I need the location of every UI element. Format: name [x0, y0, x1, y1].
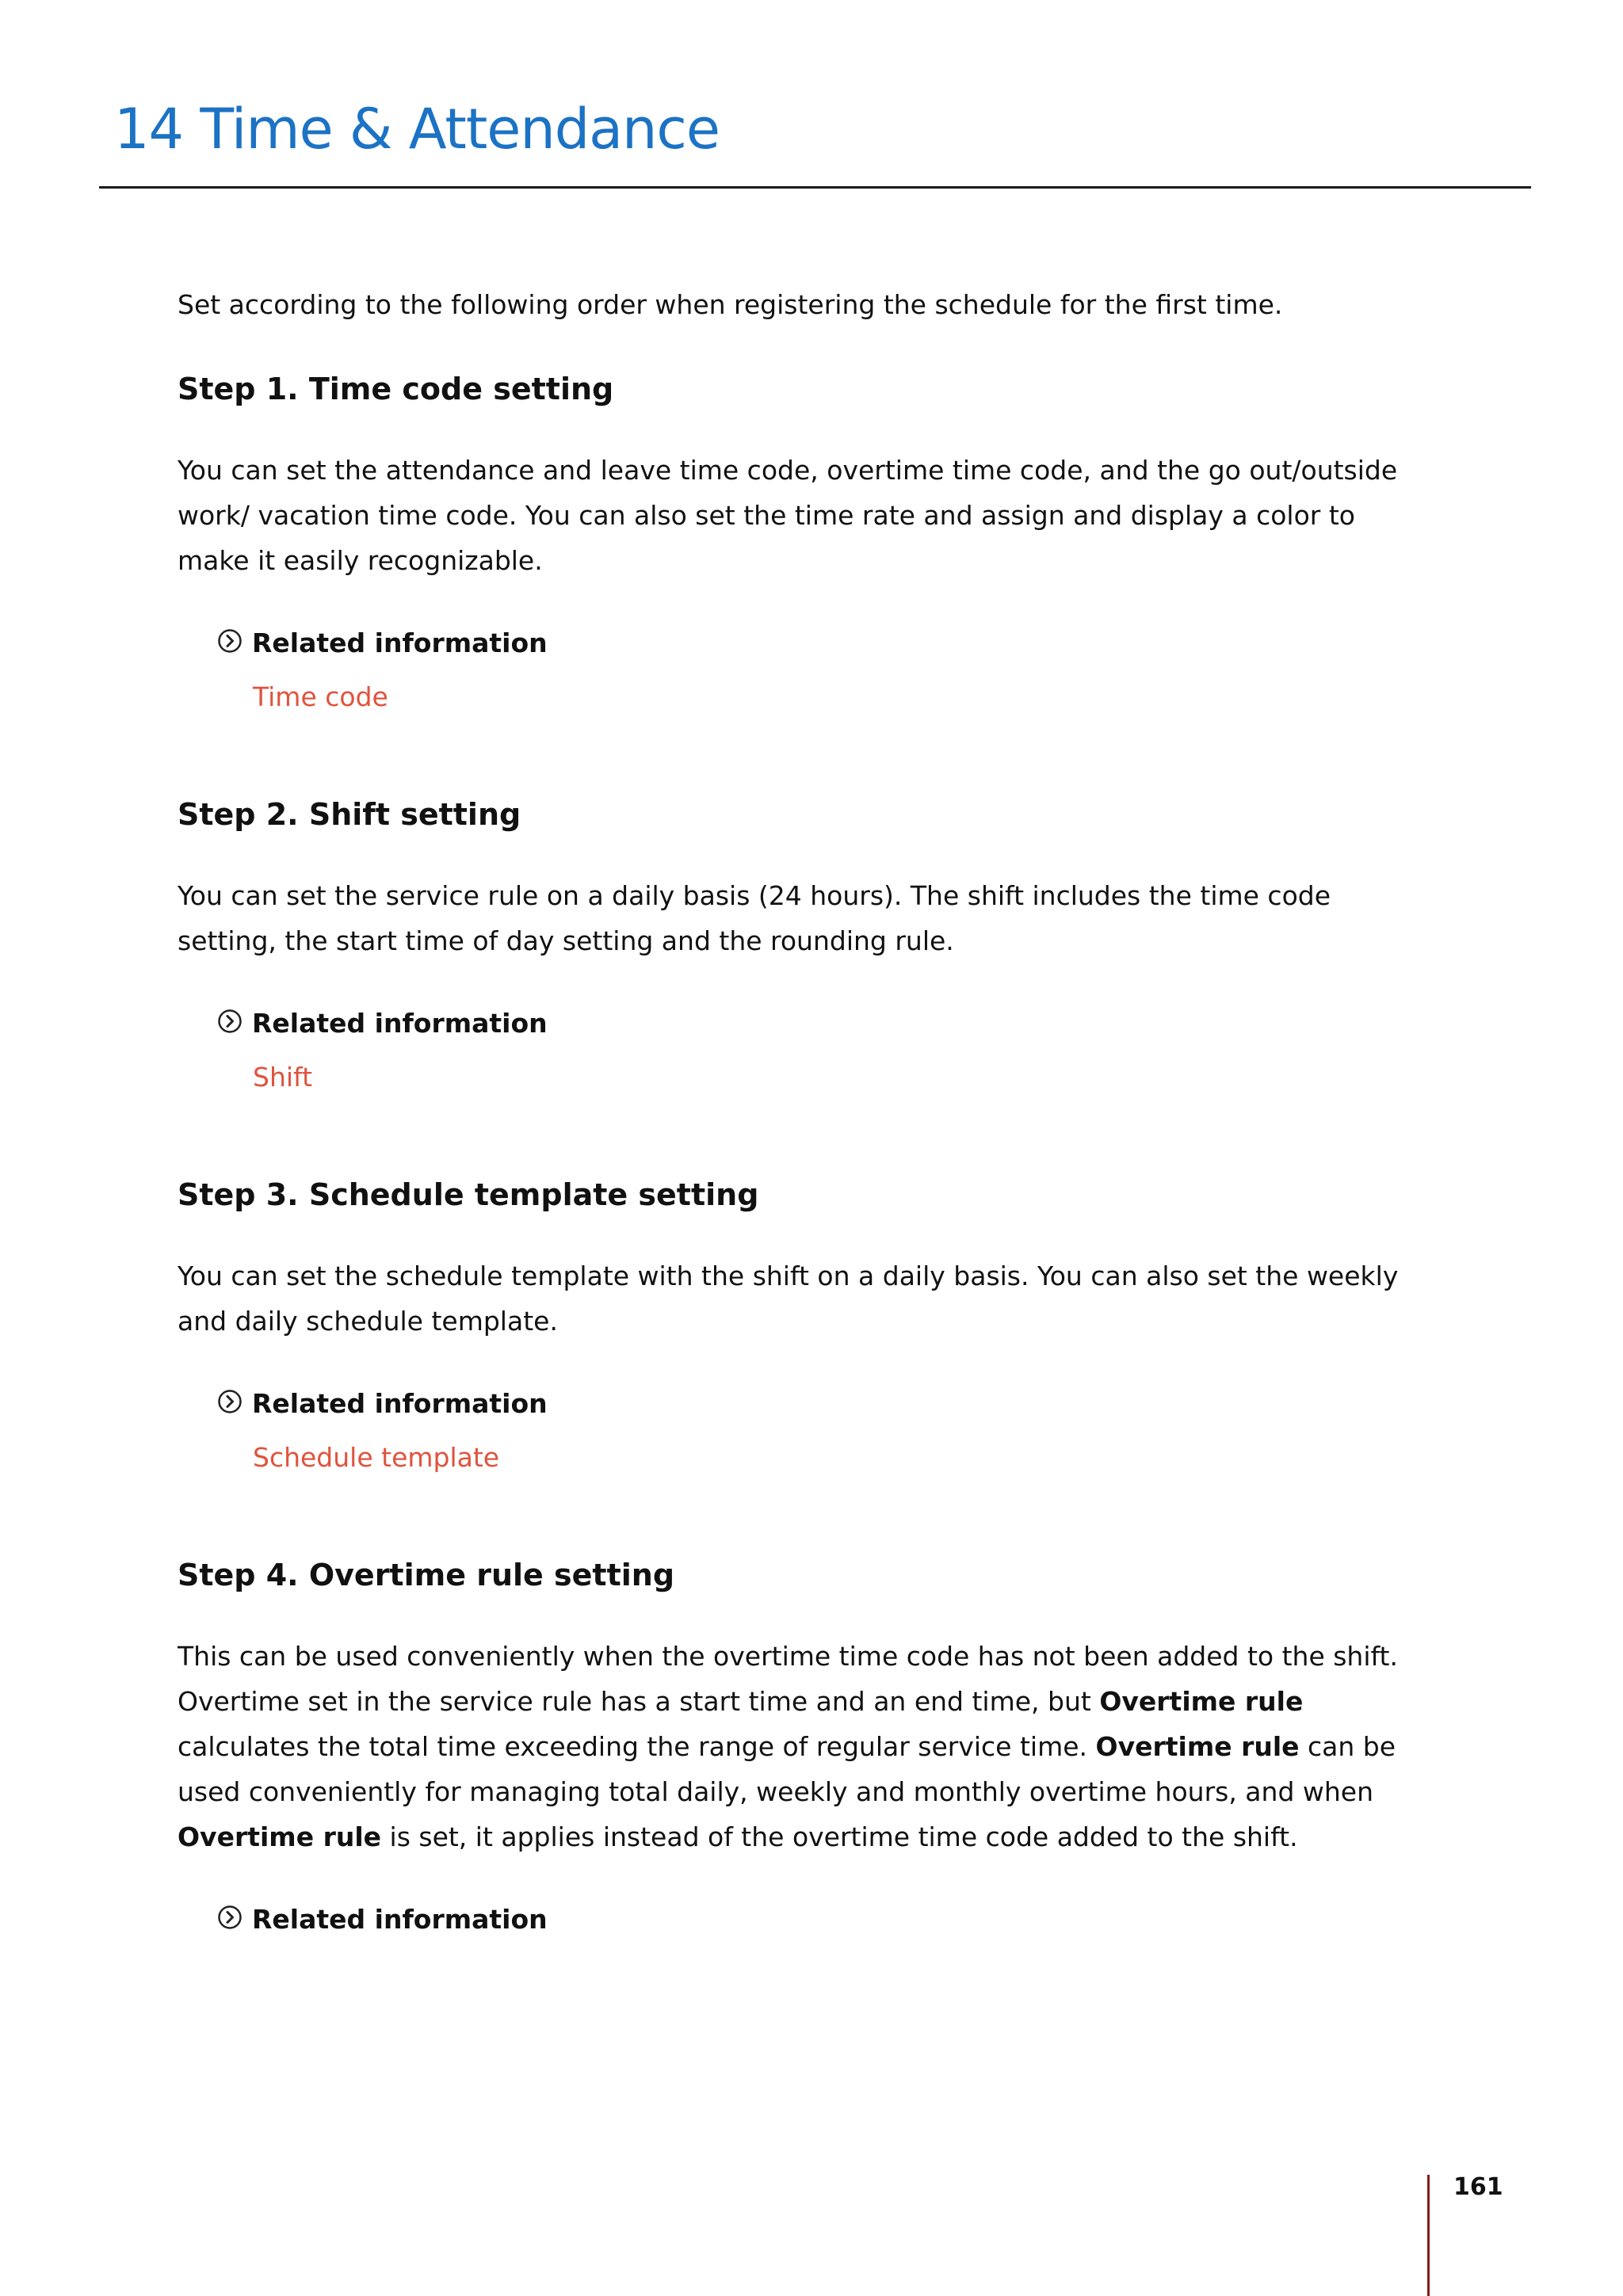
- related-information-label: Related information: [252, 627, 548, 658]
- page-content: [178, 282, 1414, 1940]
- step-3-description: You can set the schedule template with the shift on a daily basis. You can also set the weekly and daily schedule template.: [178, 1261, 1399, 1337]
- overtime-rule-term: Overtime rule: [1095, 1731, 1300, 1762]
- step-4-section: [178, 1553, 1414, 1940]
- footer-divider: [1427, 2175, 1430, 2296]
- step-2-heading: Step 2. Shift setting: [178, 797, 521, 832]
- circle-chevron-right-icon: [217, 628, 242, 654]
- step-3-section: [178, 1173, 1414, 1478]
- step-4-related-information: [217, 1899, 1414, 1940]
- step-1-heading: Step 1. Time code setting: [178, 372, 614, 406]
- step-3-related-information: [217, 1383, 1414, 1478]
- title-divider: [99, 186, 1531, 189]
- overtime-rule-term: Overtime rule: [1099, 1686, 1304, 1717]
- related-information-label: Related information: [252, 1008, 548, 1039]
- intro-text: Set according to the following order when registering the schedule for the first time.: [178, 289, 1283, 320]
- step-2-section: [178, 792, 1414, 1098]
- step-1-section: [178, 367, 1414, 718]
- overtime-rule-term: Overtime rule: [178, 1821, 382, 1852]
- step-2-description: You can set the service rule on a daily basis (24 hours). The shift includes the time code setting, the start time of day setting and the rounding rule.: [178, 880, 1331, 956]
- circle-chevron-right-icon: [217, 1009, 242, 1034]
- step-2-related-information: [217, 1003, 1414, 1098]
- related-information-label: Related information: [252, 1388, 548, 1419]
- chapter-title: 14 Time & Attendance: [114, 97, 720, 162]
- related-information-label: Related information: [252, 1904, 548, 1935]
- step-4-heading: Step 4. Overtime rule setting: [178, 1558, 675, 1592]
- step-4-description: This can be used conveniently when the overtime time code has not been added to the shift. Overtime set in the service rule has a start time and an end time, but Overtime rule calculates the total time exceeding the range of regular service time. Overtime rule can be used conveniently for managing total daily, weekly and monthly overtime hours, and when Overtime rule is set, it applies instead of the overtime time code added to the shift.: [178, 1641, 1398, 1852]
- step-1-description: You can set the attendance and leave time code, overtime time code, and the go out/outside work/ vacation time code. You can also set the time rate and assign and display a color to make it easily recognizable.: [178, 455, 1398, 576]
- circle-chevron-right-icon: [217, 1905, 242, 1930]
- step-1-related-information: [217, 623, 1414, 718]
- page-number: 161: [1453, 2173, 1503, 2201]
- step-3-heading: Step 3. Schedule template setting: [178, 1177, 759, 1212]
- time-code-link[interactable]: Time code: [253, 681, 388, 712]
- schedule-template-link[interactable]: Schedule template: [253, 1442, 500, 1473]
- circle-chevron-right-icon: [217, 1389, 242, 1414]
- shift-link[interactable]: Shift: [253, 1062, 313, 1093]
